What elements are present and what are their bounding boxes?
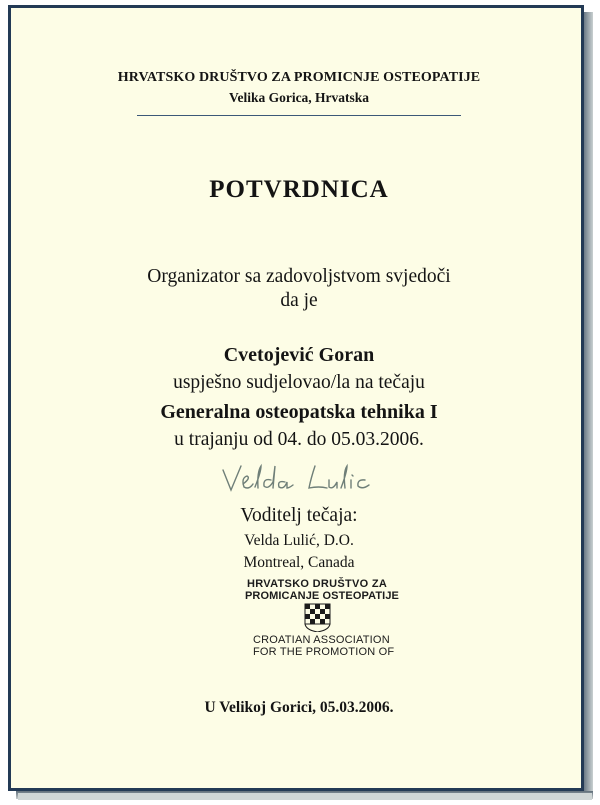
stamp-line-4: FOR THE PROMOTION OF xyxy=(253,646,395,658)
course-leader-label: Voditelj tečaja: xyxy=(240,505,358,526)
header-divider xyxy=(137,115,461,116)
course-leader-city: Montreal, Canada xyxy=(243,554,355,571)
intro-line-1: Organizator sa zadovoljstvom svjedoči xyxy=(147,266,451,287)
course-name: Generalna osteopatska tehnika I xyxy=(160,401,438,423)
organization-stamp xyxy=(229,578,399,670)
certificate-title: POTVRDNICA xyxy=(209,176,389,203)
stamp-line-2: PROMICANJE OSTEOPATIJE xyxy=(245,590,399,602)
handwritten-signature xyxy=(211,460,391,500)
stamp-line-1: HRVATSKO DRUŠTVO ZA xyxy=(247,578,388,590)
croatian-checkerboard-icon xyxy=(299,602,335,632)
recipient-name: Cvetojević Goran xyxy=(223,344,375,366)
intro-line-2: da je xyxy=(280,290,318,311)
course-duration: u trajanju od 04. do 05.03.2006. xyxy=(174,429,424,450)
participation-text: uspješno sudjelovao/la na tečaju xyxy=(173,372,425,393)
certificate-frame xyxy=(8,5,584,791)
stamp-line-3: CROATIAN ASSOCIATION xyxy=(253,634,390,646)
organization-location: Velika Gorica, Hrvatska xyxy=(228,90,370,105)
course-leader-name: Velda Lulić, D.O. xyxy=(244,532,354,549)
organization-name: HRVATSKO DRUŠTVO ZA PROMICNJE OSTEOPATIJE xyxy=(117,70,481,85)
place-and-date: U Velikoj Gorici, 05.03.2006. xyxy=(204,699,394,716)
